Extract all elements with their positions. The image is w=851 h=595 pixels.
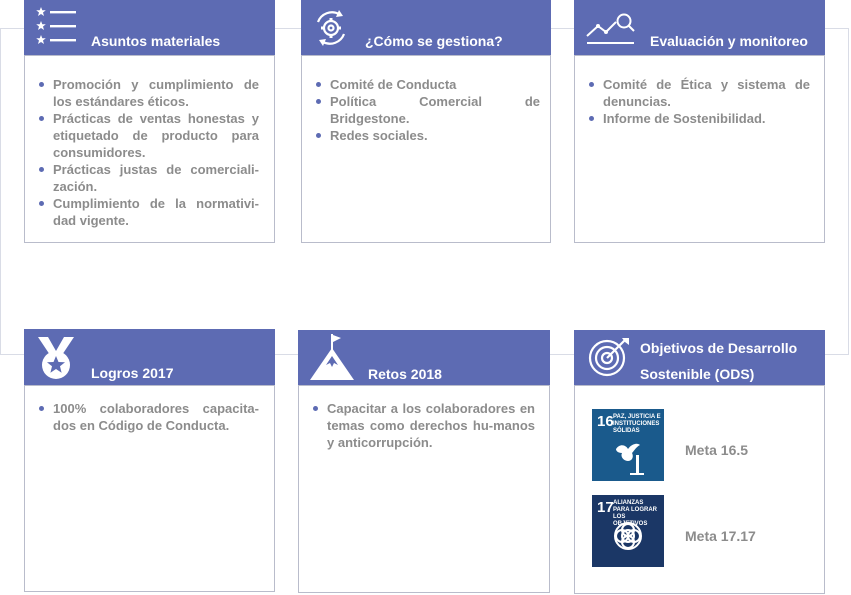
target-icon: [588, 337, 630, 379]
list-item: Política Comercial de Bridgestone.: [314, 93, 540, 127]
list-item: Promoción y cumplimiento de los estándares éticos.: [37, 76, 259, 110]
retos-header: [298, 330, 550, 385]
asuntos-list: [37, 76, 259, 229]
retos-list: [311, 400, 535, 451]
section-title: Evaluación y monitoreo: [650, 33, 808, 49]
gestiona-list: [314, 76, 540, 144]
list-item: Comité de Ética y sistema de denuncias.: [587, 76, 810, 110]
section-title: Retos 2018: [368, 366, 442, 382]
star-list-icon: [36, 7, 80, 45]
evaluacion-list: [587, 76, 810, 127]
retos-card: [298, 385, 550, 593]
list-item: Informe de Sostenibilidad.: [587, 110, 810, 127]
medal-icon: [36, 335, 76, 381]
logros-header: [24, 329, 275, 385]
gear-cycle-icon: [311, 8, 351, 48]
list-item: Cumplimiento de la normativi-dad vigente.: [37, 195, 259, 229]
section-title-line1: Objetivos de Desarrollo: [640, 340, 798, 356]
meta-17-label: Meta 17.17: [685, 528, 756, 544]
mountain-flag-icon: [310, 334, 354, 380]
sdg-16-icon: 16 PAZ, JUSTICIA E INSTITUCIONES SÓLIDAS: [592, 409, 664, 481]
trend-magnifier-icon: [586, 12, 638, 46]
list-item: Redes sociales.: [314, 127, 540, 144]
list-item: 100% colaboradores capacita-dos en Código de Conducta.: [37, 400, 259, 434]
evaluacion-card: [574, 55, 825, 243]
gestiona-card: [301, 55, 551, 243]
asuntos-card: [24, 55, 275, 243]
ods-card: [574, 385, 825, 594]
list-item: Prácticas justas de comerciali-zación.: [37, 161, 259, 195]
ods-header: [574, 330, 825, 385]
section-title: Logros 2017: [91, 365, 174, 381]
list-item: Comité de Conducta: [314, 76, 540, 93]
list-item: Prácticas de ventas honestas y etiquetado de producto para consumidores.: [37, 110, 259, 161]
section-title-line2: Sostenible (ODS): [640, 366, 755, 382]
logros-card: [24, 385, 275, 592]
list-item: Capacitar a los colaboradores en temas como derechos hu-manos y anticorrupción.: [311, 400, 535, 451]
section-title: Asuntos materiales: [91, 33, 221, 49]
section-title: ¿Cómo se gestiona?: [365, 33, 503, 49]
logros-list: [37, 400, 259, 434]
gestiona-header: [301, 0, 551, 55]
evaluacion-header: [574, 0, 825, 55]
sdg-17-icon: 17 ALIANZAS PARA LOGRAR LOS OBJETIVOS: [592, 495, 664, 567]
asuntos-header: [24, 0, 275, 55]
meta-16-label: Meta 16.5: [685, 442, 749, 458]
